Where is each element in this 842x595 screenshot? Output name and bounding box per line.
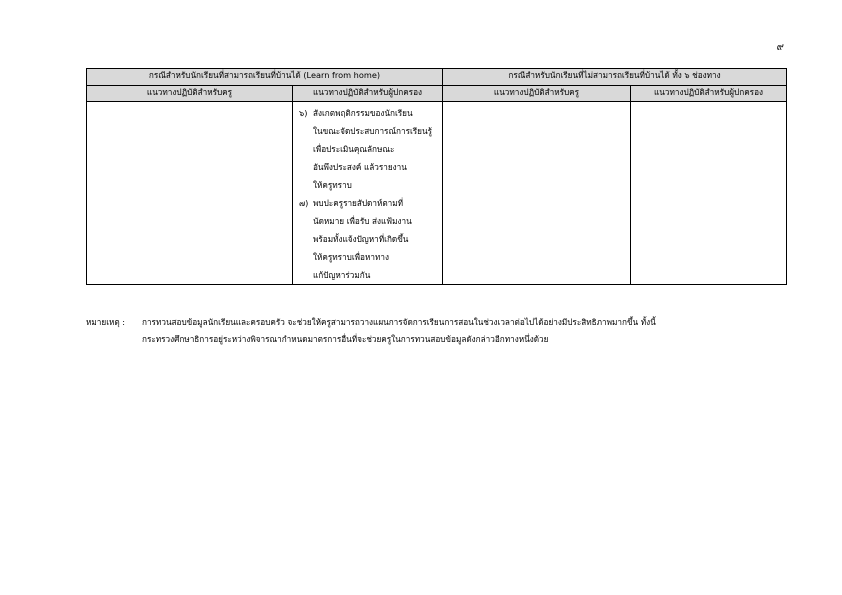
step-line: สังเกตพฤติกรรมของนักเรียน [313, 108, 413, 118]
step-line: นัดหมาย เพื่อรับ ส่งแฟ้มงาน [313, 216, 412, 226]
remark-text-line: การทวนสอบข้อมูลนักเรียนและครอบครัว จะช่วยให้ครูสามารถวางแผนการจัดการเรียนการสอนในช่วงเวลาต่อไปได้อย่างมีประสิทธิภาพมากขึ้น ทั้งนี้ [142, 317, 656, 327]
teacher-cell-learn-from-home [87, 102, 293, 285]
teacher-cell-not-at-home [443, 102, 631, 285]
parent-cell-learn-from-home [293, 102, 443, 285]
step-line: ให้ครูทราบ [313, 180, 352, 190]
step-line: พร้อมทั้งแจ้งปัญหาที่เกิดขึ้น [313, 234, 409, 244]
remark-text-line: กระทรวงศึกษาธิการอยู่ระหว่างพิจารณากำหนดมาตรการอื่นที่จะช่วยครูในการทวนสอบข้อมูลดังกล่าวอีกทางหนึ่งด้วย [142, 334, 549, 344]
table-sub-header-row [87, 86, 787, 102]
step-line: เพื่อประเมินคุณลักษณะ [313, 144, 395, 154]
sub-header-parent-2: แนวทางปฏิบัติสำหรับผู้ปกครอง [631, 86, 787, 102]
step-number: ๗) [299, 198, 309, 208]
table-group-header-row [87, 69, 787, 86]
sub-header-teacher-2: แนวทางปฏิบัติสำหรับครู [443, 86, 631, 102]
table-row [87, 102, 787, 285]
step-line: ในขณะจัดประสบการณ์การเรียนรู้ [313, 126, 432, 136]
step-line: พบปะครูรายสัปดาห์ตามที่ [313, 198, 404, 208]
step-line: ให้ครูทราบเพื่อหาทาง [313, 252, 389, 262]
sub-header-teacher-1: แนวทางปฏิบัติสำหรับครู [87, 86, 293, 102]
parent-step-6 [299, 104, 438, 194]
guideline-table [86, 68, 787, 285]
group-header-not-at-home: กรณีสำหรับนักเรียนที่ไม่สามารถเรียนที่บ้านได้ ทั้ง ๖ ช่องทาง [443, 69, 787, 86]
parent-step-7 [299, 194, 438, 284]
group-header-learn-from-home: กรณีสำหรับนักเรียนที่สามารถเรียนที่บ้านได้ (Learn from home) [87, 69, 443, 86]
sub-header-parent-1: แนวทางปฏิบัติสำหรับผู้ปกครอง [293, 86, 443, 102]
page-number: ๙ [776, 42, 784, 53]
step-line: อันพึงประสงค์ แล้วรายงาน [313, 162, 407, 172]
parent-steps-list [293, 102, 442, 284]
remark-label: หมายเหตุ : [86, 317, 126, 327]
step-number: ๖) [299, 108, 308, 118]
parent-cell-not-at-home [631, 102, 787, 285]
step-line: แก้ปัญหาร่วมกัน [313, 270, 371, 280]
